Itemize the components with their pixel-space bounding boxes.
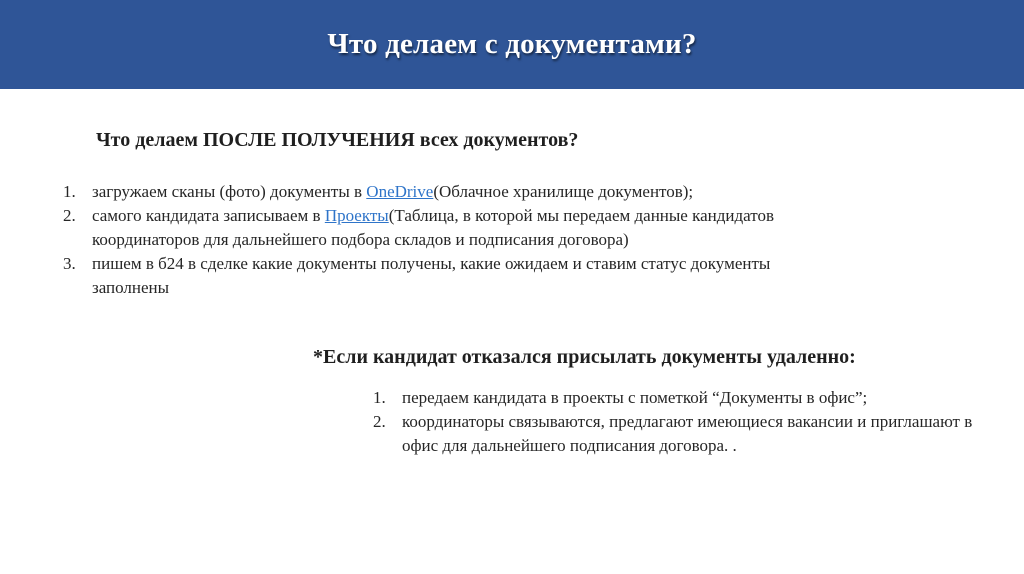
onedrive-link[interactable]: OneDrive [366,182,434,201]
list-text: пишем в б24 в сделке какие документы получены, какие ожидаем и ставим статус документы заполнены [92,254,771,297]
note-steps-list [370,386,1010,458]
list-item [60,204,840,252]
list-number: 1. [63,182,76,201]
list-item [370,386,1010,410]
list-number: 1. [373,388,386,407]
list-item [60,180,840,204]
list-text: (Облачное хранилище документов); [433,182,694,201]
steps-list [60,180,840,300]
list-text: координаторы связываются, предлагают имеющиеся вакансии и приглашают в офис для дальнейшего подписания договора. . [402,412,973,455]
list-text: загружаем сканы (фото) документы в [92,182,367,201]
list-item [60,252,840,300]
note-heading: *Если кандидат отказался присылать документы удаленно: [313,346,856,368]
projects-link[interactable]: Проекты [324,206,389,225]
list-text: передаем кандидата в проекты с пометкой “Документы в офис”; [402,388,868,407]
list-number: 2. [373,412,386,431]
title-bar [0,0,1024,89]
list-text: (Таблица, в которой мы передаем данные кандидатов координаторов для дальнейшего подбора складов и подписания договора) [92,206,774,249]
list-number: 2. [63,206,76,225]
list-text: самого кандидата записываем в [92,206,325,225]
list-item [370,410,1010,458]
slide-title: Что делаем с документами? [327,28,697,60]
list-number: 3. [63,254,76,273]
section-heading: Что делаем ПОСЛЕ ПОЛУЧЕНИЯ всех документов? [96,129,579,151]
